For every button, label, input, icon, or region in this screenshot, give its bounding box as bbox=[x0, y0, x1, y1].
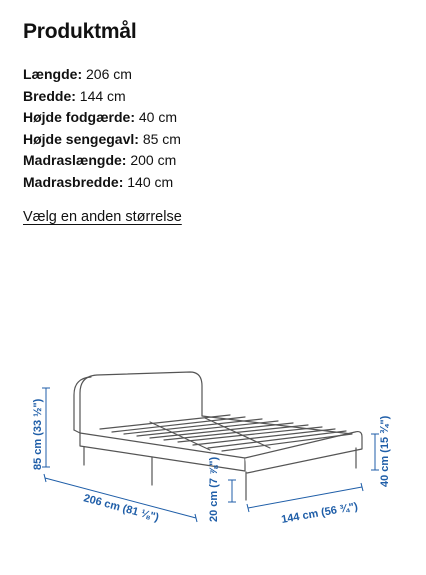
dimensions-list bbox=[23, 64, 181, 193]
spec-label: Højde fodgærde: bbox=[23, 109, 135, 125]
spec-headboard-height bbox=[23, 129, 181, 151]
spec-value: 200 cm bbox=[130, 152, 177, 168]
spec-width bbox=[23, 86, 181, 108]
spec-mattress-width bbox=[23, 172, 181, 194]
footboard-height-dimension: 40 cm (15 ¾") bbox=[379, 415, 391, 487]
spec-value: 144 cm bbox=[79, 87, 126, 104]
spec-value: 85 cm bbox=[142, 130, 181, 147]
spec-value: 206 cm bbox=[86, 66, 132, 82]
spec-label: Længde: bbox=[23, 66, 83, 82]
spec-label: Madraslængde: bbox=[23, 152, 127, 168]
headboard-height-dimension: 85 cm (33 ½") bbox=[32, 398, 44, 470]
length-dimension: 206 cm (81 ⅛") bbox=[82, 492, 161, 524]
under-bed-height-dimension: 20 cm (7 ⅞") bbox=[208, 456, 220, 522]
spec-length bbox=[23, 64, 181, 86]
spec-footboard-height bbox=[23, 107, 181, 129]
spec-label: Højde sengegavl: bbox=[23, 130, 139, 147]
spec-value: 140 cm bbox=[127, 173, 174, 190]
spec-label: Bredde: bbox=[23, 87, 76, 104]
spec-mattress-length bbox=[23, 150, 181, 172]
bed-dimension-drawing bbox=[0, 360, 426, 575]
width-dimension: 144 cm (56 ¾") bbox=[280, 500, 359, 526]
product-dimensions-heading: Produktmål bbox=[23, 20, 137, 43]
spec-label: Madrasbredde: bbox=[23, 173, 124, 190]
choose-other-size-link[interactable]: Vælg en anden størrelse bbox=[23, 209, 182, 225]
spec-value: 40 cm bbox=[138, 109, 178, 125]
